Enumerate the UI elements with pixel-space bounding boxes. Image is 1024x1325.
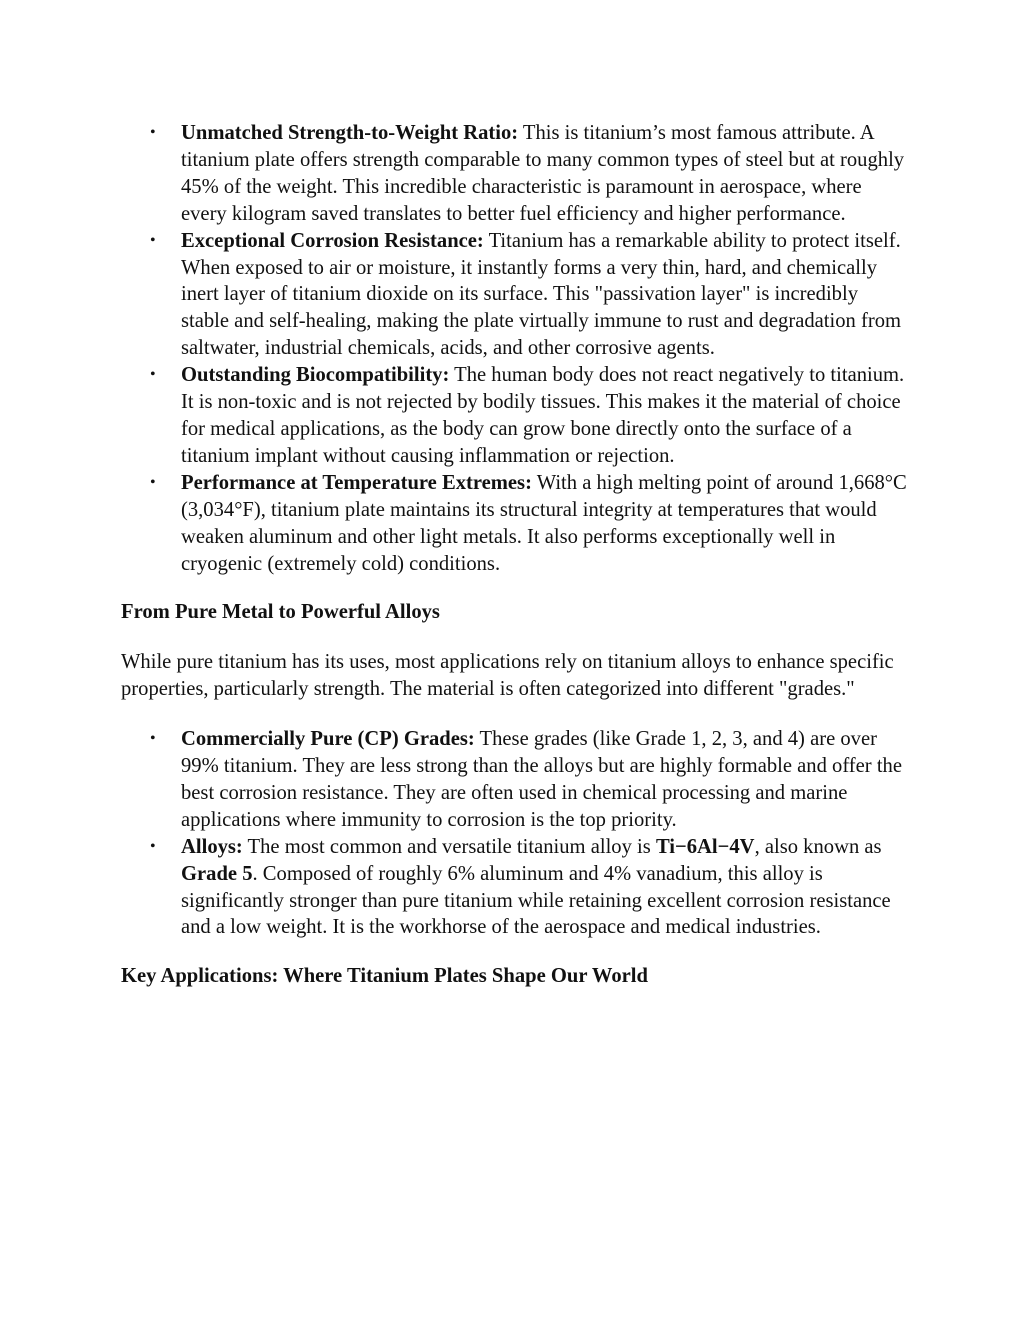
section-heading: Key Applications: Where Titanium Plates Shape Our World [121,965,648,988]
list-item-text: . Composed of roughly 6% aluminum and 4% vanadium, this alloy is significantly stronger than pure titanium while retaining excellent corrosion resistance and a low weight. It is the workhorse of the aerospace and medical industries. [181,862,891,939]
document-content [121,120,911,990]
grade-name: Grade 5 [181,862,253,885]
list-item-text: , also known as [754,835,882,858]
paragraph: While pure titanium has its uses, most applications rely on titanium alloys to enhance specific properties, particularly strength. The material is often categorized into different "grades." [121,651,894,701]
bullet-icon: • [150,124,156,141]
bullet-icon: • [150,231,156,249]
list-item-title: Outstanding Biocompatibility: [181,364,450,387]
grades-list [121,726,911,941]
list-item-title: Unmatched Strength-to-Weight Ratio: [181,122,519,144]
list-item [150,120,911,228]
list-item-text: These grades (like Grade 1, 2, 3, and 4) are over 99% titanium. They are less strong than the alloys but are highly formable and offer the best corrosion resistance. They are often used in chemical processing and marine applications where immunity to corrosion is the top priority. [181,728,902,831]
list-item-text: With a high melting point of around 1,668°C (3,034°F), titanium plate maintains its structural integrity at temperatures that would weaken aluminum and other light metals. It also performs exceptionally well in cryogenic (extremely cold) conditions. [181,471,907,575]
list-item-text: The human body does not react negatively to titanium. It is non-toxic and is not rejected by bodily tissues. This makes it the material of choice for medical applications, as the body can grow bone directly onto the surface of a titanium implant without causing inflammation or rejection. [181,364,905,467]
list-item [150,470,911,578]
list-item-title: Performance at Temperature Extremes: [181,471,532,494]
list-item [150,834,911,942]
list-item-text: This is titanium’s most famous attribute. A titanium plate offers strength comparable to many common types of steel but at roughly 45% of the weight. This incredible characteristic is paramount in aerospace, where every kilogram saved translates to better fuel efficiency and higher performance. [181,122,905,225]
list-item-title: Exceptional Corrosion Resistance: [181,229,484,252]
list-item-text: Titanium has a remarkable ability to protect itself. When exposed to air or moisture, it instantly forms a very thin, hard, and chemically inert layer of titanium dioxide on its surface. This "passivation layer" is incredibly stable and self-healing, making the plate virtually immune to rust and degradation from saltwater, industrial chemicals, acids, and other corrosive agents. [181,229,902,360]
alloy-name: Ti−6Al−4V [655,835,755,858]
bullet-icon: • [150,366,156,384]
bullet-icon: • [150,473,156,491]
list-item [150,362,911,470]
list-item [150,726,911,834]
list-item-title: Commercially Pure (CP) Grades: [181,728,475,751]
bullet-icon: • [150,730,156,748]
properties-list [121,120,911,577]
bullet-icon: • [150,837,156,855]
section-heading: From Pure Metal to Powerful Alloys [121,601,440,624]
list-item-text: The most common and versatile titanium alloy is [242,835,656,858]
list-item [150,228,911,363]
list-item-title: Alloys: [181,835,243,858]
